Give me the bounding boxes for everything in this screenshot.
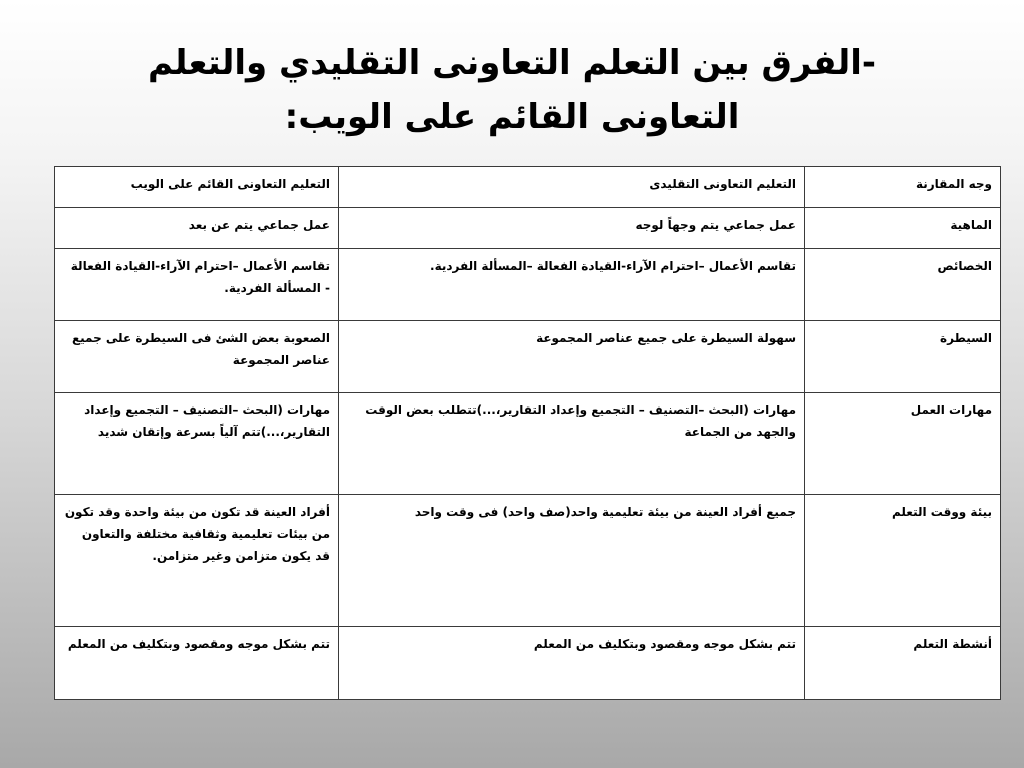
row-traditional-cell: عمل جماعي يتم وجهاً لوجه (339, 208, 805, 249)
row-web-cell: مهارات (البحث –التصنيف – التجميع وإعداد التقارير،...)تتم آلياً بسرعة وإتقان شديد (55, 393, 339, 495)
row-web-cell: عمل جماعي يتم عن بعد (55, 208, 339, 249)
header-cell-aspect: وجه المقارنة (805, 167, 1001, 208)
row-traditional-cell: تتم بشكل موجه ومقصود وبتكليف من المعلم (339, 627, 805, 700)
table-row (55, 393, 1001, 495)
table-row (55, 627, 1001, 700)
row-traditional-cell: سهولة السيطرة على جميع عناصر المجموعة (339, 321, 805, 393)
comparison-table (54, 166, 1001, 700)
row-traditional-cell: جميع أفراد العينة من بيئة تعليمية واحد(صف واحد) فى وقت واحد (339, 495, 805, 627)
table-row (55, 249, 1001, 321)
row-web-cell: أفراد العينة قد تكون من بيئة واحدة وقد تكون من بيئات تعليمية وثقافية مختلفة والتعاون قد يكون متزامن وغير متزامن. (55, 495, 339, 627)
row-web-cell: الصعوبة بعض الشئ فى السيطرة على جميع عناصر المجموعة (55, 321, 339, 393)
table-row (55, 208, 1001, 249)
header-cell-web: التعليم التعاونى القائم على الويب (55, 167, 339, 208)
row-aspect-cell: مهارات العمل (805, 393, 1001, 495)
row-aspect-cell: أنشطة التعلم (805, 627, 1001, 700)
row-web-cell: تتم بشكل موجه ومقصود وبتكليف من المعلم (55, 627, 339, 700)
row-aspect-cell: بيئة ووقت التعلم (805, 495, 1001, 627)
table-row (55, 321, 1001, 393)
row-web-cell: تقاسم الأعمال –احترام الآراء-القيادة الفعالة - المسألة الفردية. (55, 249, 339, 321)
slide-title-line-2: التعاونى القائم على الويب: (284, 97, 740, 137)
header-cell-traditional: التعليم التعاونى التقليدى (339, 167, 805, 208)
slide-title-line-1: -الفرق بين التعلم التعاونى التقليدي والتعلم (147, 43, 877, 83)
table-header-row (55, 167, 1001, 208)
row-aspect-cell: السيطرة (805, 321, 1001, 393)
table-row (55, 495, 1001, 627)
row-aspect-cell: الخصائص (805, 249, 1001, 321)
slide-title (60, 36, 964, 144)
row-traditional-cell: تقاسم الأعمال –احترام الآراء-القيادة الفعالة –المسألة الفردية. (339, 249, 805, 321)
row-traditional-cell: مهارات (البحث –التصنيف – التجميع وإعداد التقارير،...)تتطلب بعض الوقت والجهد من الجماعة (339, 393, 805, 495)
row-aspect-cell: الماهية (805, 208, 1001, 249)
